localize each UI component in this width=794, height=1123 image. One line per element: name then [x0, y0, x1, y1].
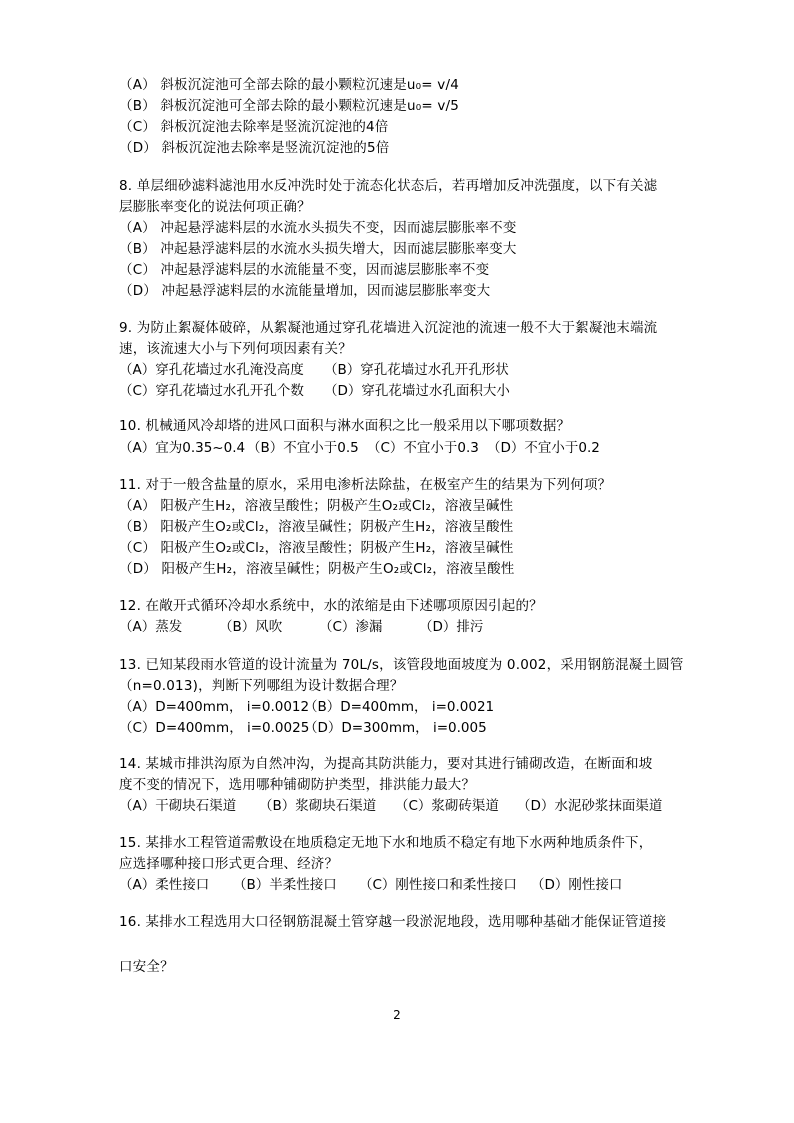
- q7-option-d: （D） 斜板沉淀池去除率是竖流沉淀池的5倍: [119, 140, 390, 156]
- q9-option-a: （A）穿孔花墙过水孔淹没高度: [119, 362, 304, 378]
- q14-option-d: （D）水泥砂浆抹面渠道: [517, 798, 663, 814]
- q8-stem-line2: 层膨胀率变化的说法何项正确？: [119, 199, 311, 215]
- q8-option-d: （D） 冲起悬浮滤料层的水流能量增加，因而滤层膨胀率变大: [119, 283, 491, 299]
- q13-stem-line1: 13. 已知某段雨水管道的设计流量为 70L/s，该管段地面坡度为 0.002，采用钢筋混凝土圆管: [119, 657, 684, 673]
- q8-option-b: （B） 冲起悬浮滤料层的水流水头损失增大，因而滤层膨胀率变大: [119, 241, 517, 257]
- q15-stem-line1: 15. 某排水工程管道需敷设在地质稳定无地下水和地质不稳定有地下水两种地质条件下，: [119, 835, 653, 851]
- q8-stem-line1: 8. 单层细砂滤料滤池用水反冲洗时处于流态化状态后，若再增加反冲洗强度，以下有关滤: [119, 178, 658, 194]
- q15-option-c: （C）刚性接口和柔性接口: [359, 877, 517, 893]
- q10-stem: 10. 机械通风冷却塔的进风口面积与淋水面积之比一般采用以下哪项数据？: [119, 418, 571, 434]
- q16-stem-line2: 口安全？: [119, 959, 174, 975]
- q11-option-b: （B） 阳极产生O₂或Cl₂，溶液呈碱性；阴极产生H₂，溶液呈酸性: [119, 519, 514, 535]
- q9-stem-line1: 9. 为防止絮凝体破碎，从絮凝池通过穿孔花墙进入沉淀池的流速一般不大于絮凝池末端流: [119, 320, 658, 336]
- q11-option-c: （C） 阳极产生O₂或Cl₂，溶液呈酸性；阴极产生H₂，溶液呈碱性: [119, 540, 514, 556]
- q11-option-d: （D） 阳极产生H₂，溶液呈碱性；阴极产生O₂或Cl₂，溶液呈酸性: [119, 561, 515, 577]
- q14-stem-line2: 度不变的情况下，选用哪种铺砌防护类型，排洪能力最大？: [119, 777, 476, 793]
- q7-option-a: （A） 斜板沉淀池可全部去除的最小颗粒沉速是u₀= v/4: [119, 77, 460, 93]
- q7-option-c: （C） 斜板沉淀池去除率是竖流沉淀池的4倍: [119, 119, 389, 135]
- q8-option-c: （C） 冲起悬浮滤料层的水流能量不变，因而滤层膨胀率不变: [119, 262, 490, 278]
- q13-option-a: （A）D=400mm， i=0.0012: [119, 699, 310, 715]
- q9-option-d: （D）穿孔花墙过水孔面积大小: [324, 383, 510, 399]
- q15-option-a: （A）柔性接口: [119, 877, 210, 893]
- page-number: 2: [393, 1008, 401, 1022]
- q12-option-b: （B）风吹: [219, 619, 283, 635]
- q14-option-c: （C）浆砌砖渠道: [395, 798, 499, 814]
- q9-option-c: （C）穿孔花墙过水孔开孔个数: [119, 383, 304, 399]
- q10-option-b: （B）不宜小于0.5: [247, 440, 359, 456]
- q15-option-b: （B）半柔性接口: [233, 877, 337, 893]
- q14-option-b: （B）浆砌块石渠道: [259, 798, 377, 814]
- q12-option-c: （C）渗漏: [319, 619, 383, 635]
- q15-stem-line2: 应选择哪种接口形式更合理、经济？: [119, 856, 339, 872]
- q11-stem: 11. 对于一般含盐量的原水，采用电渗析法除盐，在极室产生的结果为下列何项？: [119, 477, 612, 493]
- q10-option-d: （D）不宜小于0.2: [487, 440, 600, 456]
- q16-stem-line1: 16. 某排水工程选用大口径钢筋混凝土管穿越一段淤泥地段，选用哪种基础才能保证管道接: [119, 914, 667, 930]
- q14-stem-line1: 14. 某城市排洪沟原为自然冲沟，为提高其防洪能力，要对其进行铺砌改造，在断面和坡: [119, 756, 653, 772]
- q13-option-d: （D）D=300mm， i=0.005: [304, 720, 487, 736]
- q10-option-a: （A）宜为0.35~0.4: [119, 440, 246, 456]
- q13-option-c: （C）D=400mm， i=0.0025: [119, 720, 310, 736]
- q11-option-a: （A） 阳极产生H₂，溶液呈酸性；阴极产生O₂或Cl₂，溶液呈碱性: [119, 498, 514, 514]
- q9-stem-line2: 速，该流速大小与下列何项因素有关？: [119, 341, 352, 357]
- q9-option-b: （B）穿孔花墙过水孔开孔形状: [324, 362, 509, 378]
- q14-option-a: （A）干砌块石渠道: [119, 798, 237, 814]
- q12-option-d: （D）排污: [419, 619, 484, 635]
- q13-stem-line2: （n=0.013)，判断下列哪组为设计数据合理？: [119, 678, 404, 694]
- q15-option-d: （D）刚性接口: [531, 877, 623, 893]
- q7-option-b: （B） 斜板沉淀池可全部去除的最小颗粒沉速是u₀= v/5: [119, 98, 460, 114]
- q13-option-b: （B）D=400mm， i=0.0021: [304, 699, 495, 715]
- q12-option-a: （A）蒸发: [119, 619, 183, 635]
- q12-stem: 12. 在敞开式循环冷却水系统中，水的浓缩是由下述哪项原因引起的？: [119, 598, 543, 614]
- q10-option-c: （C）不宜小于0.3: [367, 440, 479, 456]
- q8-option-a: （A） 冲起悬浮滤料层的水流水头损失不变，因而滤层膨胀率不变: [119, 220, 517, 236]
